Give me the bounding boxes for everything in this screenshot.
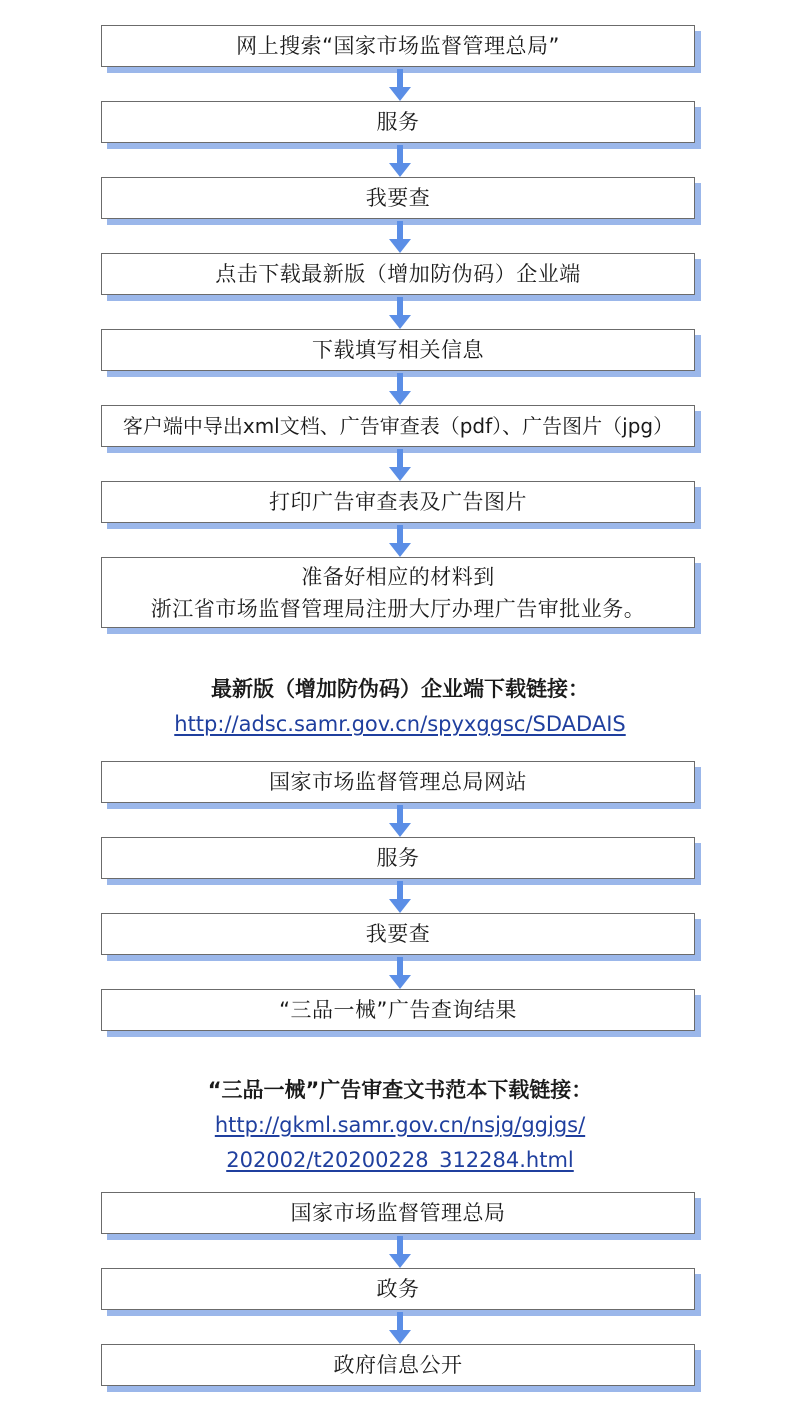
step-box	[101, 837, 695, 879]
step-label: 点击下载最新版（增加防伪码）企业端	[215, 262, 581, 286]
step-box	[101, 101, 695, 143]
down-arrow-icon	[388, 957, 412, 991]
step-box	[101, 25, 695, 67]
step-label: 国家市场监督管理总局	[290, 1201, 506, 1225]
step-label-line2: 浙江省市场监督管理局注册大厅办理广告审批业务。	[150, 596, 646, 621]
step-box	[101, 329, 695, 371]
step-label: 打印广告审查表及广告图片	[269, 490, 527, 514]
step-box	[101, 761, 695, 803]
down-arrow-icon	[388, 1236, 412, 1270]
step-box	[101, 481, 695, 523]
step-label: 网上搜索“国家市场监督管理总局”	[236, 34, 560, 58]
step-label: 政府信息公开	[333, 1353, 463, 1377]
step-box	[101, 1192, 695, 1234]
step-label: 政务	[376, 1277, 420, 1301]
down-arrow-icon	[388, 297, 412, 331]
template-link-part1[interactable]: http://gkml.samr.gov.cn/nsjg/ggjgs/	[214, 1113, 586, 1137]
step-label: 客户端中导出xml文档、广告审查表（pdf）、广告图片（jpg）	[122, 414, 674, 438]
download-link-row	[0, 708, 800, 740]
step-label-line1: 准备好相应的材料到	[301, 564, 495, 589]
template-link-title: “三品一械”广告审查文书范本下载链接：	[207, 1078, 593, 1102]
template-link-row-2	[0, 1144, 800, 1176]
step-label: 我要查	[365, 922, 431, 946]
down-arrow-icon	[388, 525, 412, 559]
down-arrow-icon	[388, 1312, 412, 1346]
down-arrow-icon	[388, 69, 412, 103]
down-arrow-icon	[388, 221, 412, 255]
template-link-row-1	[0, 1109, 800, 1141]
down-arrow-icon	[388, 145, 412, 179]
download-link[interactable]: http://adsc.samr.gov.cn/spyxggsc/SDADAIS	[174, 712, 626, 736]
template-link-part2[interactable]: 202002/t20200228_312284.html	[226, 1148, 574, 1172]
down-arrow-icon	[388, 373, 412, 407]
down-arrow-icon	[388, 881, 412, 915]
step-box	[101, 989, 695, 1031]
step-label: 服务	[376, 110, 420, 134]
download-link-title: 最新版（增加防伪码）企业端下载链接：	[211, 677, 589, 701]
step-box	[101, 405, 695, 447]
step-box	[101, 253, 695, 295]
step-label: 服务	[376, 846, 420, 870]
step-box	[101, 1268, 695, 1310]
step-box	[101, 557, 695, 628]
step-box	[101, 177, 695, 219]
step-box	[101, 913, 695, 955]
step-box	[101, 1344, 695, 1386]
step-label: 我要查	[365, 186, 431, 210]
down-arrow-icon	[388, 805, 412, 839]
step-label: “三品一械”广告查询结果	[279, 998, 517, 1022]
down-arrow-icon	[388, 449, 412, 483]
step-label: 下载填写相关信息	[312, 338, 484, 362]
step-label: 国家市场监督管理总局网站	[269, 770, 527, 794]
